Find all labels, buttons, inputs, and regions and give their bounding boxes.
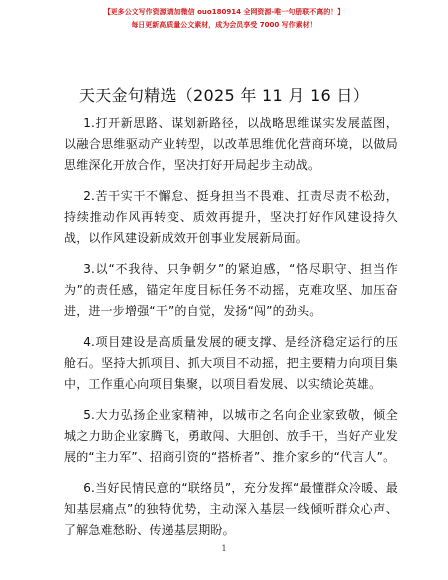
paragraph-6: 6.当好民情民意的“联络员”，充分发挥“最懂群众冷暖、最知基层痛点”的独特优势，主动深入基层一线倾听群众心声、了解急难愁盼、传递基层期盼。 [64, 481, 398, 537]
page-number: 1 [221, 544, 227, 553]
paragraph-1: 1.打开新思路、谋划新路径，以战略思维谋实发展蓝图，以融合思维驱动产业转型，以改革思维优化营商环境，以做局思维深化开放合作，坚决打好开局起步主动战。 [64, 116, 398, 172]
paragraph-4: 4.项目建设是高质量发展的硬支撑、是经济稳定运行的压舱石。坚持大抓项目、抓大项目不动摇，把主要精力向项目集中，工作重心向项目集聚，以项目看发展、以实绩论英雄。 [64, 335, 398, 391]
paragraph-3: 3.以“不我待、只争朝夕”的紧迫感，“恪尽职守、担当作为”的责任感，锚定年度目标任务不动摇，克难攻坚、加压奋进，进一步增强“干”的自觉，发扬“闯”的劲头。 [64, 262, 398, 318]
paragraph-2: 2.苦干实干不懈怠、挺身担当不畏难、扛责尽责不松劲，持续推动作风再转变、质效再提升，坚决打好作风建设持久战，以作风建设新成效开创事业发展新局面。 [64, 189, 398, 245]
document-title: 天天金句精选（2025 年 11 月 16 日） [78, 86, 370, 105]
promo-banner [0, 6, 448, 32]
paragraph-5: 5.大力弘扬企业家精神，以城市之名向企业家致敬，倾全城之力助企业家腾飞，勇敢闯、大胆创、放手干，当好产业发展的“主力军”、招商引资的“搭桥者”、推介家乡的“代言人”。 [64, 408, 398, 464]
promo-banner-line-2: 每日更新高质量公文素材，成为会员享受 7000 写作素材！ [131, 21, 317, 29]
document-body [64, 113, 398, 551]
promo-banner-line-1: 【更多公文写作资源请加微信 ouo180914 全网资源-唯一句册联不离的！】 [103, 8, 345, 16]
